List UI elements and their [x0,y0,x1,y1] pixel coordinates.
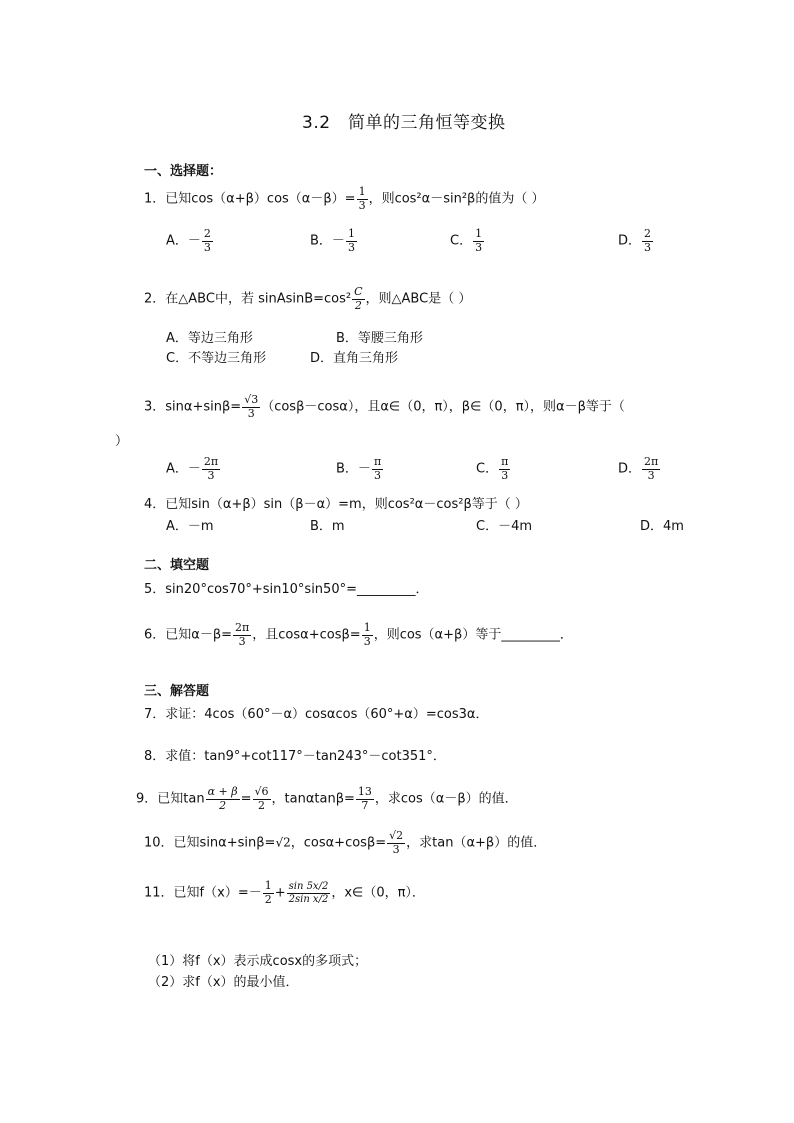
section-heading-choice: 一、选择题： [144,164,223,179]
q4-option-d: D．4m [640,519,684,534]
fraction: $\frac{1}{2}$ [264,879,272,906]
fraction: $\frac{√6}{2}$ [254,785,269,812]
question-10: 10．已知sinα+sinβ=√2，cosα+cosβ= $\frac{√2}{3}$ ，求tan（α+β）的值． [144,829,547,856]
question-7: 7．求证：4cos（60°－α）cosαcos（60°+α）=cos3α． [144,707,489,722]
question-4: 4．已知sin（α+β）sin（β－α）=m，则cos²α－cos²β等于（ ） [144,497,528,512]
question-8: 8．求值：tan9°+cot117°－tan243°－cot351°． [144,749,446,764]
question-number: 2． [144,291,166,307]
q3-option-c: C． $\frac{\pi}{3}$ [476,455,509,482]
fraction: $\frac{√3}{3}$ [244,393,259,420]
question-5: 5．sin20°cos70°+sin10°sin50°=_________． [144,582,429,597]
q4-option-b: B．m [310,519,345,534]
q3-option-b: B．－ $\frac{\pi}{3}$ [336,455,382,482]
q3-wrap: ） [115,434,129,449]
question-1: 1．已知cos（α+β）cos（α－β）= $\frac{1}{3}$ ，则cos²α－sin²β的值为（ ） [144,185,545,212]
fraction: $\frac{2\pi}{3}$ [235,621,250,648]
fraction: $\frac{C}{2}$ [354,285,363,312]
section-heading-fill: 二、填空题 [144,558,210,573]
q2-option-d: D．直角三角形 [310,351,399,366]
page-title: 3.2 简单的三角恒等变换 [302,113,506,133]
fraction: $\frac{13}{7}$ [357,785,372,812]
question-6: 6．已知α－β= $\frac{2\pi}{3}$ ，且cosα+cosβ= $\frac{1}{3}$ ，则cos（α+β）等于_________． [144,621,573,648]
q2-option-b: B．等腰三角形 [336,331,423,346]
q4-option-c: C．－4m [476,519,533,534]
question-11: 11．已知f（x）=－ $\frac{1}{2}$ + $\frac{\sin 5x/2}{\text{2sin x/2}}$ ，x∈（0，π）． [144,879,425,906]
q3-option-d: D． $\frac{2\pi}{3}$ [618,455,659,482]
q2-option-a: A．等边三角形 [166,331,253,346]
q1-option-a: A．－ $\frac{2}{3}$ [166,227,211,254]
q1-option-b: B．－ $\frac{1}{3}$ [310,227,355,254]
q11-sub-1: （1）将f（x）表示成cosx的多项式； [148,954,368,969]
q1-option-c: C． $\frac{1}{3}$ [450,227,483,254]
question-number: 3． [144,399,166,415]
q4-option-a: A．－m [166,519,214,534]
fraction: $\frac{\alpha + \beta}{2}$ [207,785,238,812]
q1-option-d: D． $\frac{2}{3}$ [618,227,652,254]
question-2: 2．在△ABC中，若 sinAsinB=cos² $\frac{C}{2}$ ，则△ABC是（ ） [144,285,472,312]
fraction: $\frac{√2}{3}$ [389,829,404,856]
section-heading-answer: 三、解答题 [144,684,210,699]
question-9: 9．已知tan $\frac{\alpha + \beta}{2}$ = $\frac{√6}{2}$ ，tanαtanβ= $\frac{13}{7}$ ，求cos（α－β）的值． [136,785,518,812]
compound-fraction: $\frac{\sin 5x/2}{\text{2sin x/2}}$ [288,881,329,905]
q2-option-c: C．不等边三角形 [166,351,267,366]
question-3: 3．sinα+sinβ= $\frac{√3}{3}$ （cosβ－cosα），且α∈（0，π），β∈（0，π），则α－β等于（ [144,393,625,420]
q11-sub-2: （2）求f（x）的最小值． [148,975,299,990]
q3-option-a: A．－ $\frac{2\pi}{3}$ [166,455,219,482]
fraction: $\frac{1}{3}$ [363,621,371,648]
fraction: $\frac{1}{3}$ [358,185,366,212]
question-number: 1． [144,191,166,207]
